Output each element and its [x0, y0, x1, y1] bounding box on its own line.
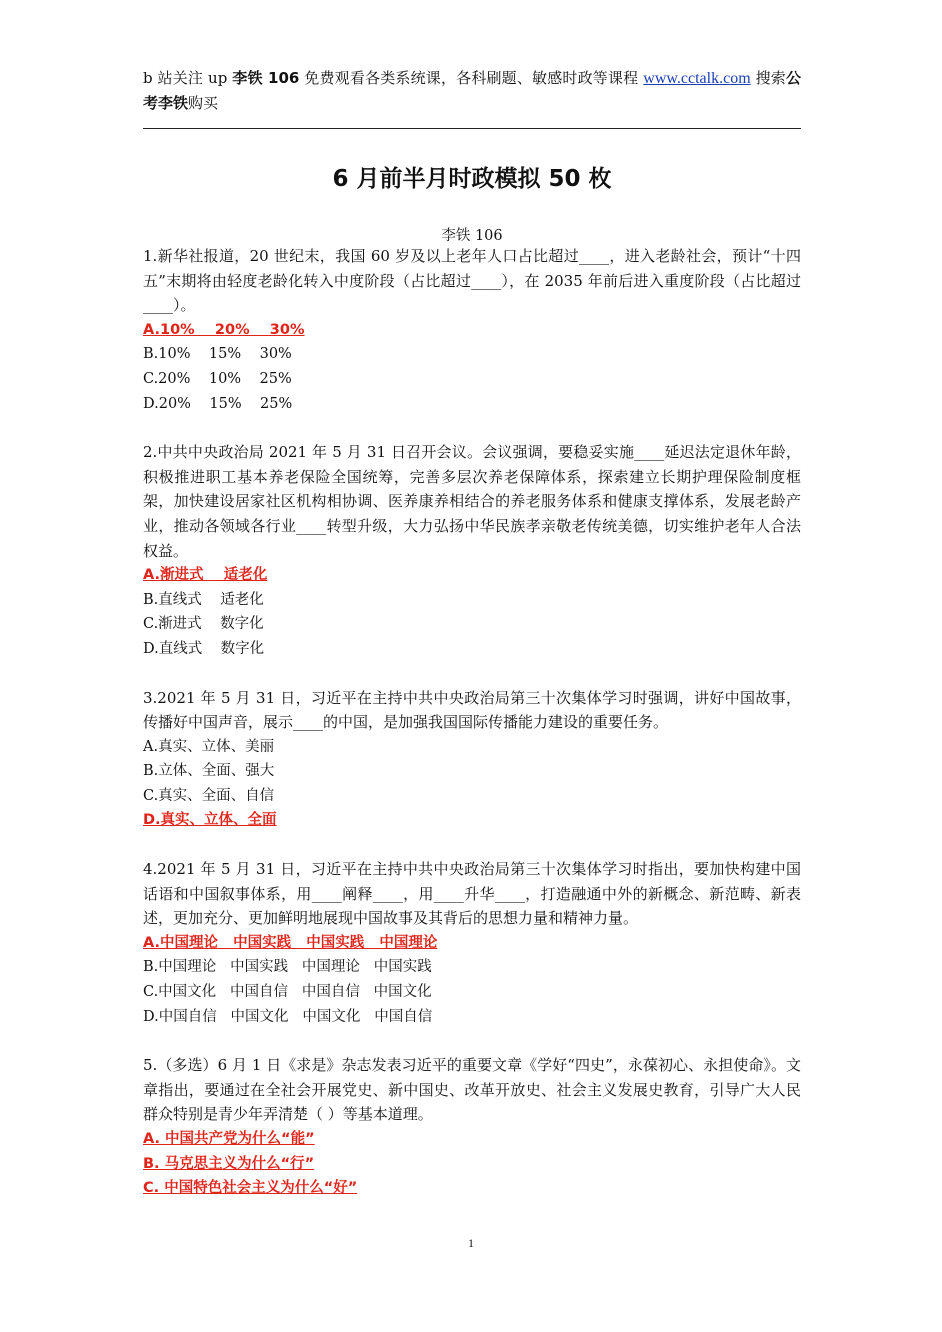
page-title: 6 月前半月时政模拟 50 枚 — [332, 166, 612, 192]
answer-option-correct: A.渐进式 适老化 — [143, 567, 268, 584]
answer-option: D.20% 15% 25% — [143, 395, 293, 412]
header-text-1: b 站关注 up — [143, 69, 233, 87]
author-line: 李铁 106 — [441, 228, 503, 244]
header-text-3: 搜索 — [750, 69, 786, 87]
header-bold-2: 公考李铁 — [143, 69, 801, 112]
answer-option: B.立体、全面、强大 — [143, 763, 275, 780]
header-text-2: 免费观看各类系统课，各科刷题、敏感时政等课程 — [299, 69, 644, 87]
question-stem: 3.2021 年 5 月 31 日，习近平在主持中共中央政治局第三十次集体学习时强调，讲好中国故事，传播好中国声音，展示____的中国，是加强我国国际传播能力建设的重要任务。 — [143, 688, 801, 732]
question-block — [143, 857, 801, 1029]
cctalk-link[interactable]: www.cctalk.com — [643, 70, 751, 87]
answer-option: C.渐进式 数字化 — [143, 616, 264, 633]
answer-option-correct: A. 中国共产党为什么“能” — [143, 1131, 315, 1147]
answer-option: D.直线式 数字化 — [143, 640, 265, 657]
question-stem: 4.2021 年 5 月 31 日，习近平在主持中共中央政治局第三十次集体学习时指出，要加快构建中国话语和中国叙事体系，用____阐释____，用____升华____，打造融通中外的新概念、新范畴、新表述，更加充分、更加鲜明地展现中国故事及其背后的思想力量和精神力量。 — [143, 860, 801, 928]
answer-option: C.真实、全面、自信 — [143, 787, 275, 804]
answer-option-correct: B. 马克思主义为什么“行” — [143, 1155, 315, 1172]
promo-header — [143, 66, 801, 116]
answer-option: C.20% 10% 25% — [143, 370, 292, 387]
answer-option: B.直线式 适老化 — [143, 591, 264, 608]
question-stem: 5.（多选）6 月 1 日《求是》杂志发表习近平的重要文章《学好“四史”，永葆初心、永担使命》。文章指出，要通过在全社会开展党史、新中国史、改革开放史、社会主义发展史教育，引导广大人民群众特别是青少年弄清楚（ ）等基本道理。 — [143, 1056, 801, 1124]
question-stem: 1.新华社报道，20 世纪末，我国 60 岁及以上老年人口占比超过____，进入老龄社会，预计“十四五”末期将由轻度老龄化转入中度阶段（占比超过____），在 2035 年前后进入重度阶段（占比超过____）。 — [143, 247, 801, 315]
answer-option: B.中国理论 中国实践 中国理论 中国实践 — [143, 959, 432, 976]
page-number: 1 — [468, 1236, 474, 1250]
question-stem: 2.中共中央政治局 2021 年 5 月 31 日召开会议。会议强调，要稳妥实施____延迟法定退休年龄，积极推进职工基本养老保险全国统筹，完善多层次养老保障体系，探索建立长期护理保险制度框架，加快建设居家社区机构相协调、医养康养相结合的养老服务体系和健康支撑体系，发展老龄产业，推动各领域各行业____转型升级，大力弘扬中华民族孝亲敬老传统美德，切实维护老年人合法权益。 — [143, 443, 801, 560]
answer-option-correct: C. 中国特色社会主义为什么“好” — [143, 1180, 358, 1197]
header-divider — [143, 128, 801, 129]
answer-option-correct: A.中国理论 中国实践 中国实践 中国理论 — [143, 934, 438, 951]
answer-option-correct: D.真实、立体、全面 — [143, 812, 277, 829]
question-block — [143, 1053, 801, 1201]
answer-option: D.中国自信 中国文化 中国文化 中国自信 — [143, 1008, 433, 1025]
answer-option-correct: A.10% 20% 30% — [143, 321, 305, 338]
answer-option: A.真实、立体、美丽 — [143, 738, 275, 755]
header-bold-1: 李铁 106 — [232, 69, 300, 87]
question-block — [143, 440, 801, 661]
question-block — [143, 686, 801, 834]
header-text-4: 购买 — [188, 94, 219, 112]
question-block — [143, 244, 801, 416]
question-list — [143, 244, 801, 1225]
answer-option: B.10% 15% 30% — [143, 346, 292, 363]
answer-option: C.中国文化 中国自信 中国自信 中国文化 — [143, 984, 432, 1001]
